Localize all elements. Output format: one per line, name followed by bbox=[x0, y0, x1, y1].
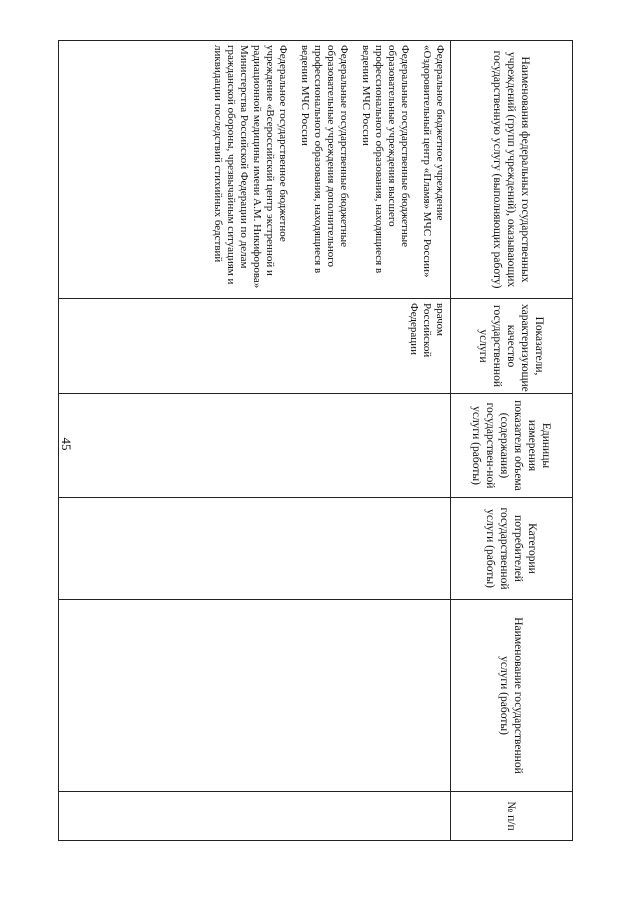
header-service-name: Наименование государственной услуги (работы) bbox=[451, 600, 573, 792]
cell-units bbox=[59, 394, 451, 498]
page-number: 45 bbox=[59, 437, 74, 451]
cell-num bbox=[59, 792, 451, 841]
services-table bbox=[58, 40, 573, 841]
institution-item: Федеральные государственные бюджетные образовательные учреждения высшего профессионального образования, находящиеся в ведении МЧС России bbox=[360, 45, 411, 274]
header-row bbox=[451, 41, 573, 841]
header-consumers: Категории потребителей государственной услуги (работы) bbox=[451, 498, 573, 600]
institution-item: Федеральные государственные бюджетные образовательные учреждения дополнительного профессионального образования, находящиеся в ведении МЧС России bbox=[299, 45, 350, 274]
cell-service-name bbox=[59, 600, 451, 792]
institution-item: Федеральное государственное бюджетное учреждение «Всероссийский центр экстренной и радиационной медицины имени А.М. Никифорова» Министерства Российской Федерации по делам гражданской обороны, чрезвычайным ситуациям и ликвидации последствий стихийных бедствий bbox=[212, 45, 289, 289]
header-quality: Показатели, характеризующие качество государственной услуги bbox=[451, 299, 573, 394]
header-institutions: Наименования федеральных государственных учреждений (групп учреждений), оказывающих государственную услугу (выполняющих работу) bbox=[451, 41, 573, 299]
rotated-page bbox=[58, 40, 573, 840]
cell-quality: врачом Российской Федерации bbox=[59, 299, 451, 394]
cell-institutions bbox=[59, 41, 451, 299]
header-num: № п/п bbox=[451, 792, 573, 841]
table-wrapper bbox=[58, 40, 573, 840]
cell-consumers bbox=[59, 498, 451, 600]
table-row bbox=[59, 41, 451, 841]
institution-item: Федеральное бюджетное учреждение «Оздоровительный центр «Пламя» МЧС России» bbox=[421, 45, 446, 278]
header-units: Единицы измерения показателя объема (содержания) государствен-ной услуги (работы) bbox=[451, 394, 573, 498]
